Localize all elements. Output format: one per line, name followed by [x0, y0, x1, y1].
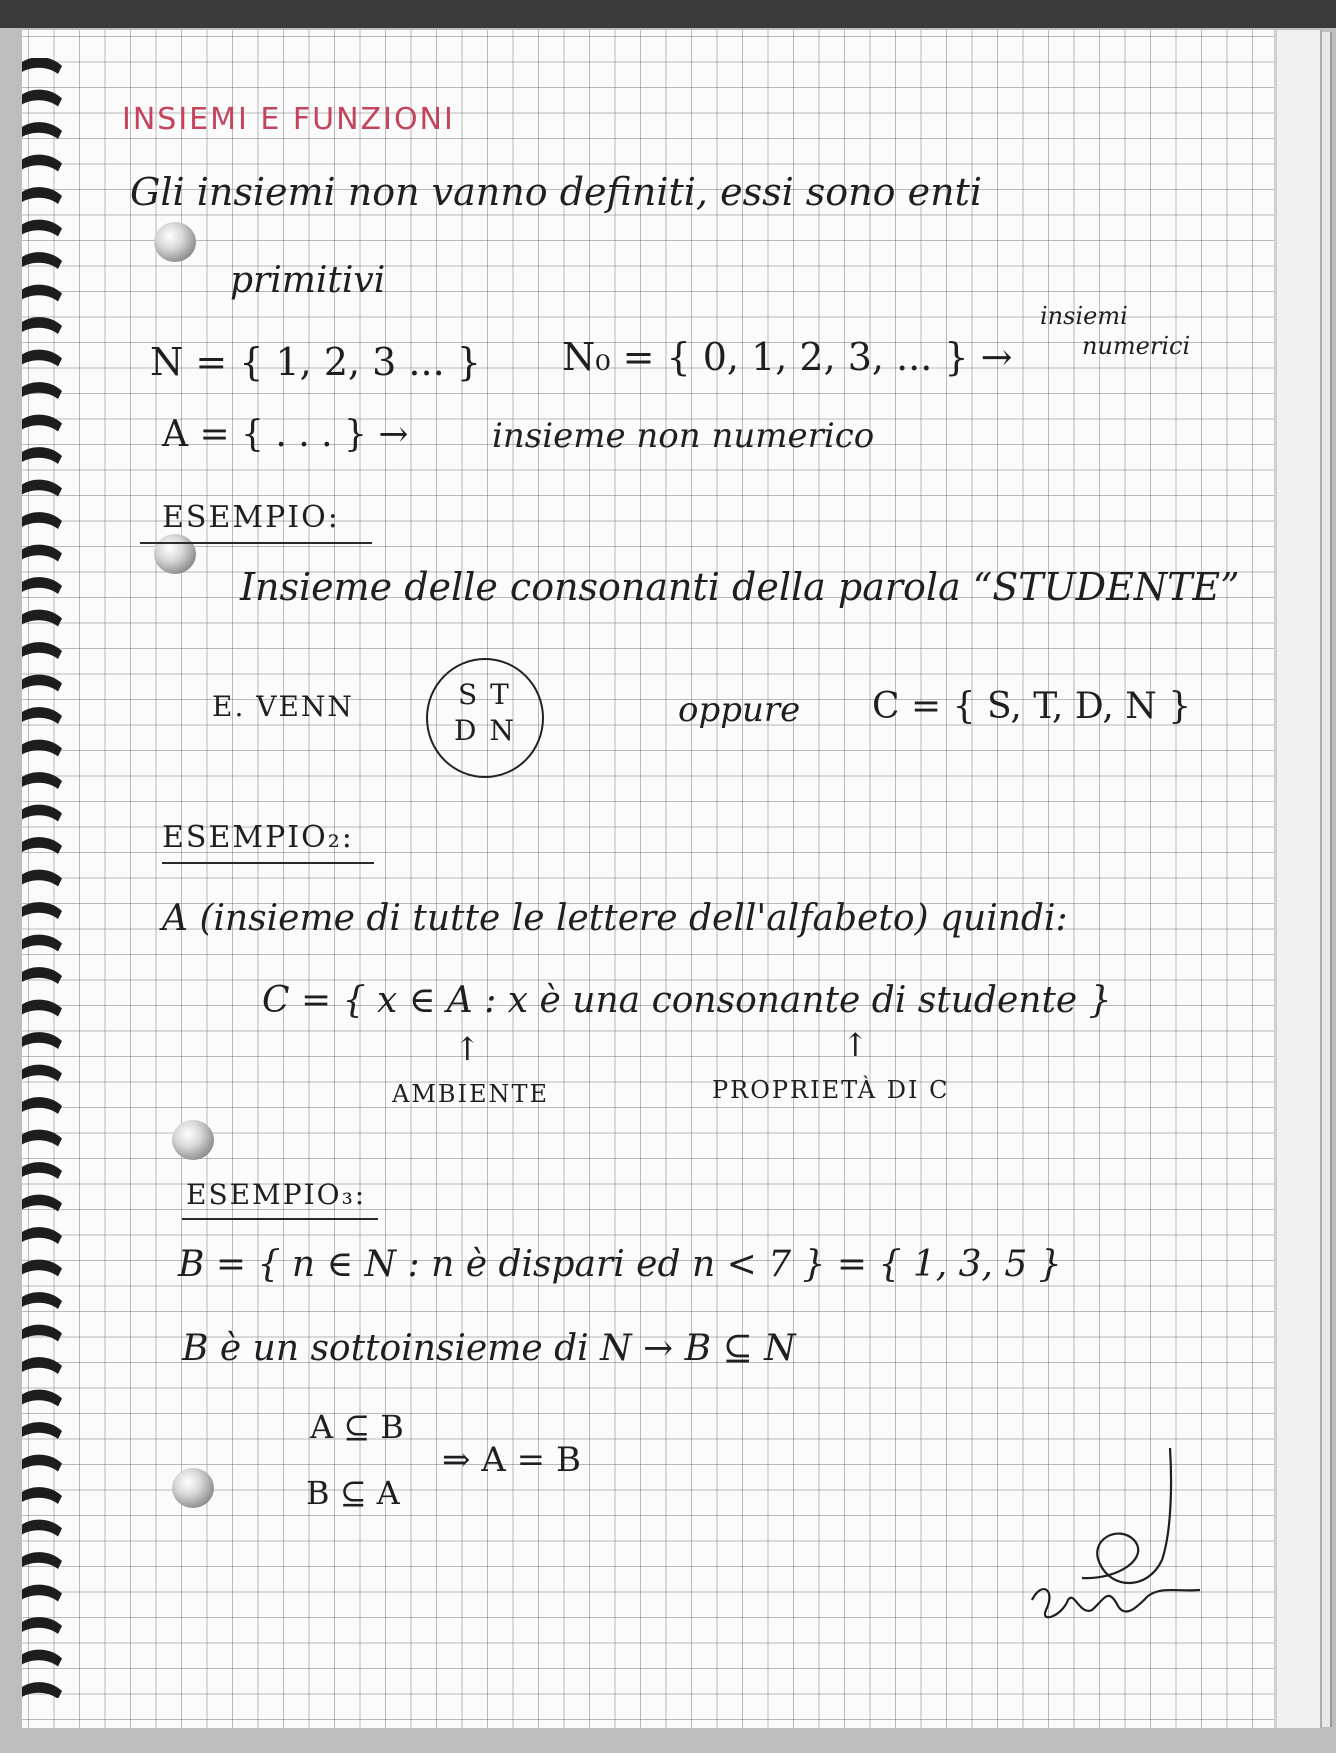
spiral-coil — [22, 382, 62, 399]
spiral-coil — [22, 317, 62, 334]
signature-scribble — [1022, 1440, 1232, 1640]
spiral-coil — [22, 1357, 62, 1374]
example3-subset: B è un sottoinsieme di N → B ⊆ N — [182, 1328, 796, 1369]
punch-hole — [172, 1120, 214, 1160]
spiral-coil — [22, 1260, 62, 1277]
implies-equality: ⇒ A = B — [442, 1440, 581, 1480]
example1-heading: ESEMPIO: — [162, 500, 340, 535]
punch-hole — [154, 222, 196, 262]
spiral-coil — [22, 1585, 62, 1602]
spiral-coil — [22, 1390, 62, 1407]
spiral-coil — [22, 58, 62, 74]
spiral-coil — [22, 1000, 62, 1017]
spiral-coil — [22, 512, 62, 529]
spiral-coil — [22, 1325, 62, 1342]
spiral-coil — [22, 1520, 62, 1537]
spiral-coil — [22, 772, 62, 789]
spiral-binding — [18, 58, 66, 1698]
spiral-coil — [22, 447, 62, 464]
set-n: N = { 1, 2, 3 ... } — [150, 340, 481, 384]
example2-text: A (insieme di tutte le lettere dell'alfabeto) quindi: — [162, 898, 1068, 939]
spiral-coil — [22, 545, 62, 562]
spiral-coil — [22, 610, 62, 627]
condition-a-subset-b: A ⊆ B — [310, 1408, 404, 1446]
punch-hole — [154, 534, 196, 574]
spiral-coil — [22, 1422, 62, 1439]
spiral-coil — [22, 967, 62, 984]
notebook-page — [22, 30, 1274, 1728]
spiral-coil — [22, 220, 62, 237]
heading-underline — [140, 542, 372, 544]
punch-hole — [172, 1468, 214, 1508]
example2-set: C = { x ∈ A : x è una consonante di studente } — [262, 980, 1112, 1021]
heading-underline — [182, 1218, 378, 1220]
spiral-coil — [22, 1130, 62, 1147]
spiral-coil — [22, 90, 62, 107]
spiral-coil — [22, 740, 62, 757]
example3-heading: ESEMPIO₃: — [186, 1178, 367, 1211]
venn-label: E. VENN — [212, 690, 354, 723]
spiral-coil — [22, 1292, 62, 1309]
label-ambient: AMBIENTE — [392, 1080, 550, 1108]
set-a-note: insieme non numerico — [492, 416, 875, 456]
spiral-coil — [22, 252, 62, 269]
spiral-coil — [22, 155, 62, 172]
ambient-arrow: ↑ — [454, 1030, 481, 1068]
spiral-coil — [22, 1227, 62, 1244]
spiral-coil — [22, 480, 62, 497]
spiral-coil — [22, 1162, 62, 1179]
example1-text: Insieme delle consonanti della parola “STUDENTE” — [240, 565, 1240, 609]
scan-border — [0, 0, 1336, 28]
condition-b-subset-a: B ⊆ A — [306, 1474, 400, 1512]
spiral-coil — [22, 1032, 62, 1049]
spiral-coil — [22, 935, 62, 952]
spiral-coil — [22, 1682, 62, 1698]
spiral-coil — [22, 870, 62, 887]
spiral-coil — [22, 350, 62, 367]
set-a: A = { . . . } → — [162, 414, 409, 455]
spiral-coil — [22, 805, 62, 822]
example2-heading: ESEMPIO₂: — [162, 820, 354, 855]
example3-set: B = { n ∈ N : n è dispari ed n < 7 } = { 1, 3, 5 } — [178, 1244, 1062, 1285]
spiral-coil — [22, 1650, 62, 1667]
label-property: PROPRIETÀ DI C — [712, 1076, 950, 1104]
set-n0: N₀ = { 0, 1, 2, 3, ... } → — [562, 335, 1013, 379]
spiral-coil — [22, 707, 62, 724]
intro-line-1: Gli insiemi non vanno definiti, essi sono enti — [130, 170, 982, 214]
spiral-coil — [22, 902, 62, 919]
spiral-coil — [22, 415, 62, 432]
spiral-coil — [22, 1065, 62, 1082]
venn-row-1: S T — [458, 678, 511, 711]
spiral-coil — [22, 187, 62, 204]
example1-or: oppure — [678, 690, 801, 730]
property-arrow: ↑ — [842, 1026, 869, 1064]
example1-set: C = { S, T, D, N } — [872, 686, 1192, 727]
spiral-coil — [22, 285, 62, 302]
spiral-coil — [22, 122, 62, 139]
venn-row-2: D N — [454, 714, 516, 747]
spiral-coil — [22, 675, 62, 692]
intro-line-2: primitivi — [230, 260, 386, 301]
page-title: INSIEMI E FUNZIONI — [122, 102, 455, 137]
spiral-coil — [22, 837, 62, 854]
spiral-coil — [22, 642, 62, 659]
numeric-note-1: insiemi — [1040, 302, 1128, 330]
spiral-coil — [22, 1487, 62, 1504]
numeric-note-2: numerici — [1082, 332, 1191, 360]
spiral-coil — [22, 1097, 62, 1114]
spiral-coil — [22, 1617, 62, 1634]
spiral-coil — [22, 1455, 62, 1472]
heading-underline — [162, 862, 374, 864]
spiral-coil — [22, 577, 62, 594]
spiral-coil — [22, 1552, 62, 1569]
spiral-coil — [22, 1195, 62, 1212]
